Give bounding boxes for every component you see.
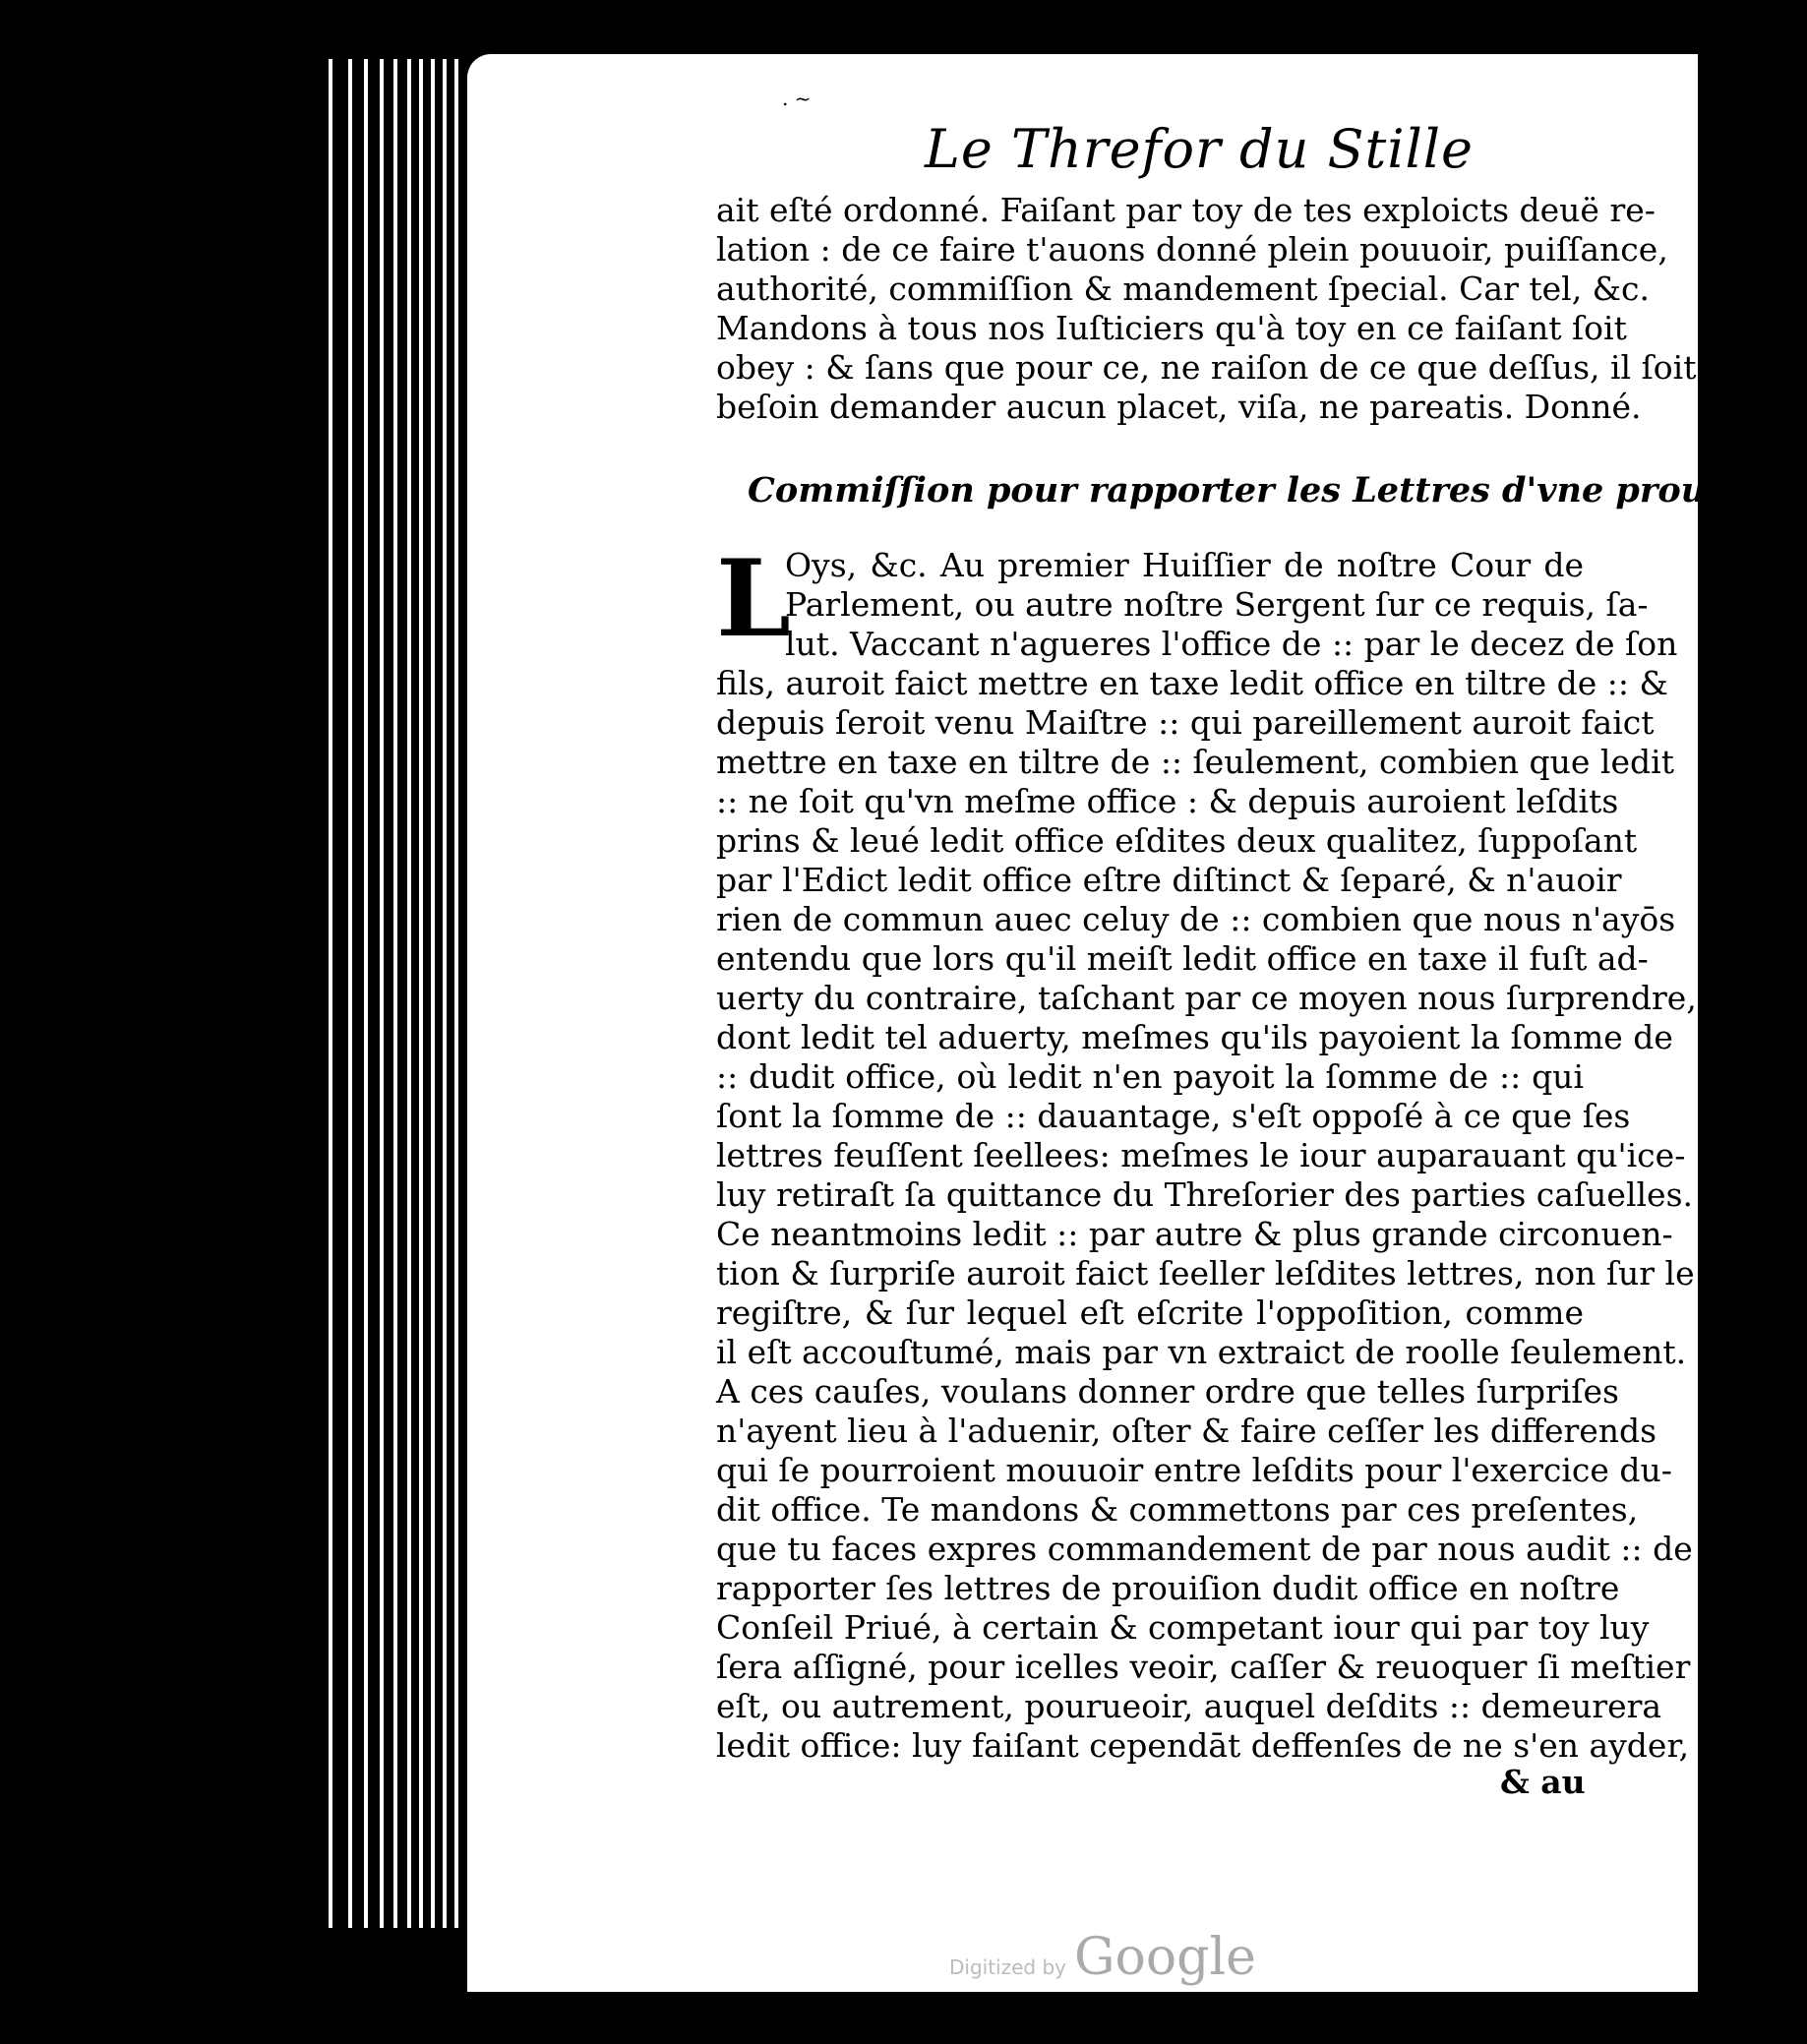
text-line: ſont la ſomme de :: dauantage, s'eſt oppoſé à ce que ſes — [716, 1097, 1631, 1135]
text-line: prins & leué ledit office eſdites deux qualitez, ſuppoſant — [716, 821, 1638, 860]
text-line: regiſtre, & ſur lequel eſt eſcrite l'oppoſition, comme — [716, 1293, 1584, 1332]
text-line: Conſeil Priué, à certain & competant iour qui par toy luy — [716, 1608, 1650, 1647]
text-line: :: dudit office, où ledit n'en payoit la ſomme de :: qui — [716, 1057, 1584, 1096]
section-heading: Commiſſion pour rapporter les Lettres d'vne prouiſion. — [748, 470, 1807, 511]
book-fore-edge — [325, 59, 462, 1928]
text-line: uerty du contraire, taſchant par ce moyen nous ſurprendre, — [716, 979, 1697, 1017]
paragraph-2 — [716, 537, 1697, 1766]
text-line: n'ayent lieu à l'aduenir, oſter & faire ceſſer les differends — [716, 1412, 1657, 1450]
text-line: dont ledit tel aduerty, meſmes qu'ils payoient la ſomme de — [716, 1018, 1673, 1056]
digitized-watermark — [949, 1928, 1256, 1987]
text-line: que tu faces expres commandement de par nous audit :: de — [716, 1530, 1693, 1568]
text-line: beſoin demander aucun placet, viſa, ne pareatis. Donné. — [716, 388, 1642, 426]
text-line: rien de commun auec celuy de :: combien que nous n'ayōs — [716, 900, 1676, 938]
text-line: ſera aſſigné, pour icelles veoir, caſſer & reuoquer ſi meſtier — [716, 1648, 1691, 1686]
paragraph-1 — [716, 191, 1697, 427]
text-line: ledit office: luy faiſant cependāt deffenſes de ne s'en ayder, — [716, 1726, 1690, 1765]
text-line: lut. Vaccant n'agueres l'office de :: par le decez de ſon — [785, 625, 1678, 663]
drop-cap: L — [716, 537, 791, 661]
text-line: par l'Edict ledit office eſtre diſtinct & ſeparé, & n'auoir — [716, 861, 1622, 899]
page-top-marks: . ~ — [782, 87, 812, 110]
scan-bottom-edge — [644, 2016, 1698, 2044]
text-line: authorité, commiſſion & mandement ſpecial. Car tel, &c. — [716, 270, 1651, 308]
text-line: qui ſe pourroient mouuoir entre leſdits pour l'exercice du- — [716, 1451, 1672, 1489]
text-line: fils, auroit faict mettre en taxe ledit office en tiltre de :: & — [716, 664, 1668, 702]
text-line: :: ne ſoit qu'vn meſme office : & depuis auroient leſdits — [716, 782, 1619, 820]
text-line: luy retiraſt ſa quittance du Threſorier des parties caſuelles. — [716, 1175, 1694, 1214]
text-line: Parlement, ou autre noſtre Sergent ſur ce requis, ſa- — [785, 585, 1649, 624]
text-line: ait eſté ordonné. Faiſant par toy de tes exploicts deuë re- — [716, 191, 1656, 229]
text-line: Mandons à tous nos Iuſticiers qu'à toy en ce faiſant ſoit — [716, 309, 1627, 347]
text-line: lation : de ce faire t'auons donné plein pouuoir, puiſſance, — [716, 230, 1668, 269]
text-line: Oys, &c. Au premier Huiſſier de noſtre Cour de — [785, 546, 1584, 584]
text-line: dit office. Te mandons & commettons par ces preſentes, — [716, 1490, 1639, 1529]
text-line: rapporter ſes lettres de prouiſion dudit office en noſtre — [716, 1569, 1620, 1607]
text-line: lettres feuſſent ſeellees: meſmes le iour auparauant qu'ice- — [716, 1136, 1686, 1174]
text-line: mettre en taxe en tiltre de :: ſeulement, combien que ledit — [716, 743, 1674, 781]
text-line: entendu que lors qu'il meiſt ledit office en taxe il fuſt ad- — [716, 939, 1649, 978]
text-line: depuis ſeroit venu Maiſtre :: qui pareillement auroit faict — [716, 703, 1655, 742]
watermark-prefix: Digitized by — [949, 1955, 1066, 1979]
text-line: il eſt accouſtumé, mais par vn extraict de roolle ſeulement. — [716, 1333, 1687, 1371]
text-line: Ce neantmoins ledit :: par autre & plus grande circonuen- — [716, 1215, 1673, 1253]
text-line: obey : & ſans que pour ce, ne raiſon de ce que deſſus, il ſoit — [716, 348, 1697, 387]
text-line: A ces cauſes, voulans donner ordre que telles ſurpriſes — [716, 1372, 1619, 1411]
text-line: tion & ſurpriſe auroit faict ſeeller leſdites lettres, non ſur le — [716, 1254, 1695, 1293]
running-head: Le Threfor du Stille — [925, 118, 1474, 180]
text-line: eſt, ou autrement, pourueoir, auquel deſdits :: demeurera — [716, 1687, 1662, 1725]
catchword: & au — [1500, 1763, 1586, 1801]
watermark-brand: Google — [1074, 1928, 1256, 1987]
